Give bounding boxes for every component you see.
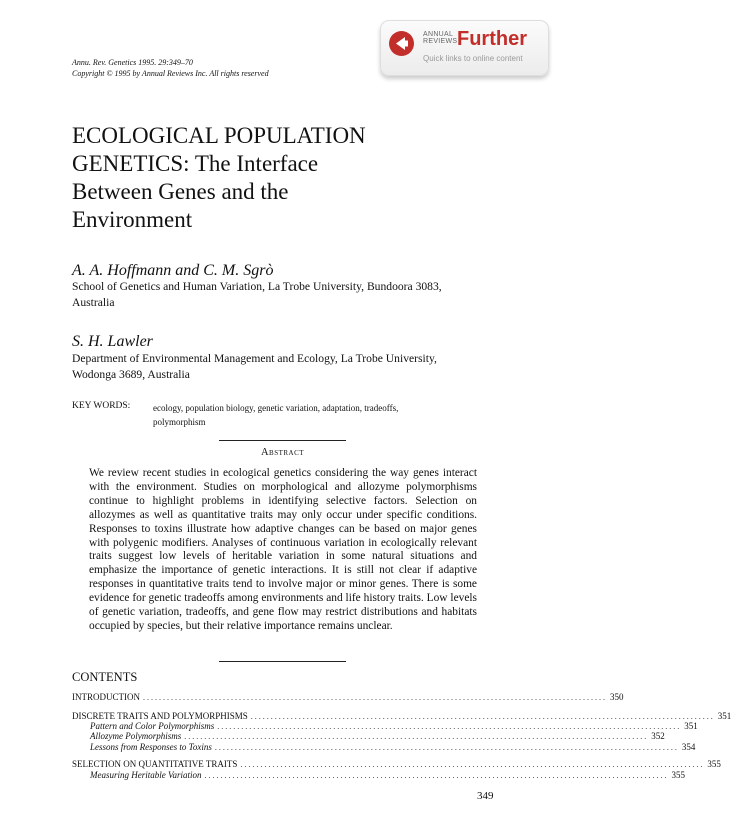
toc-entry-label: Measuring Heritable Variation — [90, 770, 202, 780]
toc-entry-page: 351 — [717, 711, 731, 721]
title-line: ECOLOGICAL POPULATION — [72, 123, 366, 148]
toc-entry-label: Pattern and Color Polymorphisms — [90, 721, 215, 731]
toc-leader-dots: .................................................................................................................... — [240, 760, 705, 769]
citation-block — [72, 57, 269, 79]
badge-further-label: Further — [457, 28, 527, 50]
abstract-body: We review recent studies in ecological genetics considering the way genes interact with the environment. Studies on morphological and allozyme polymorphisms continue to highlight problems in identifying selective factors. Selection on allozymes as well as quantitative traits may only occur under specific conditions. Responses to toxins illustrate how adaptive changes can be based on major genes with polygenic modifiers. Analyses of continuous variation in ecologically relevant traits suggest low levels of heritable variation in some natural situations and emphasize the importance of genetic interactions. It is still not clear if adaptive responses in quantitative traits tend to involve major or minor genes. There is some evidence for genetic tradeoffs among environments and life history traits. Low levels of genetic variation, tradeoffs, and gene flow may restrict distributions and habitats occupied by species, but their relative importance remains unclear. — [89, 467, 477, 632]
divider-rule — [219, 440, 346, 441]
citation-journal: Annu. Rev. Genetics 1995. 29:349–70 — [72, 58, 193, 67]
badge-subtitle: Quick links to online content — [423, 54, 523, 63]
title-line: Environment — [72, 207, 193, 232]
citation-copyright: Copyright © 1995 by Annual Reviews Inc. All rights reserved — [72, 69, 269, 78]
toc-entry[interactable] — [72, 742, 696, 753]
toc-leader-dots: .................................................................................................................... — [214, 743, 679, 752]
toc-entry-page: 354 — [681, 742, 696, 752]
title-line: GENETICS: The Interface — [72, 151, 319, 176]
toc-entry-label: DISCRETE TRAITS AND POLYMORPHISMS — [72, 711, 248, 721]
divider-rule — [219, 661, 346, 662]
toc-entry-label: INTRODUCTION — [72, 692, 140, 702]
annual-reviews-further-badge[interactable] — [380, 20, 549, 76]
toc-leader-dots: .................................................................................................................... — [143, 693, 607, 702]
toc-leader-dots: .................................................................................................................... — [217, 722, 682, 731]
keywords-text: ecology, population biology, genetic variation, adaptation, tradeoffs, polymorphism — [153, 403, 399, 427]
abstract-heading: Abstract — [260, 447, 305, 458]
toc-entry[interactable] — [72, 759, 721, 770]
affiliation-line: Australia — [72, 296, 115, 309]
affiliation-line: Department of Environmental Management and Ecology, La Trobe University, — [72, 352, 437, 365]
author-affiliation — [72, 279, 442, 311]
toc-entry-page: 352 — [651, 731, 665, 741]
badge-annual-reviews-label: ANNUAL REVIEWS — [423, 31, 458, 45]
toc-entry[interactable] — [72, 692, 624, 703]
affiliation-line: School of Genetics and Human Variation, La Trobe University, Bundoora 3083, — [72, 280, 442, 293]
article-title — [72, 122, 472, 234]
toc-leader-dots: .................................................................................................................... — [184, 732, 649, 741]
author-names: A. A. Hoffmann and C. M. Sgrò — [72, 262, 274, 279]
contents-heading: CONTENTS — [72, 670, 138, 684]
author-affiliation — [72, 351, 437, 383]
toc-entry-page: 355 — [671, 770, 685, 780]
toc-entry-label: SELECTION ON QUANTITATIVE TRAITS — [72, 759, 238, 769]
page-number: 349 — [477, 790, 494, 802]
toc-leader-dots: .................................................................................................................... — [250, 712, 715, 721]
title-line: Between Genes and the — [72, 179, 289, 204]
toc-leader-dots: .................................................................................................................... — [204, 771, 669, 780]
toc-entry-page: 350 — [610, 692, 624, 702]
author-names: S. H. Lawler — [72, 333, 153, 350]
affiliation-line: Wodonga 3689, Australia — [72, 368, 190, 381]
toc-entry[interactable] — [72, 770, 685, 781]
toc-entry-label: Lessons from Responses to Toxins — [90, 742, 212, 752]
toc-entry-label: Allozyme Polymorphisms — [90, 731, 182, 741]
toc-entry-page: 355 — [707, 759, 721, 769]
back-arrow-icon — [389, 31, 414, 56]
keywords-label: KEY WORDS: — [72, 401, 131, 411]
toc-entry-page: 351 — [684, 721, 698, 731]
toc-entry[interactable] — [72, 731, 665, 742]
